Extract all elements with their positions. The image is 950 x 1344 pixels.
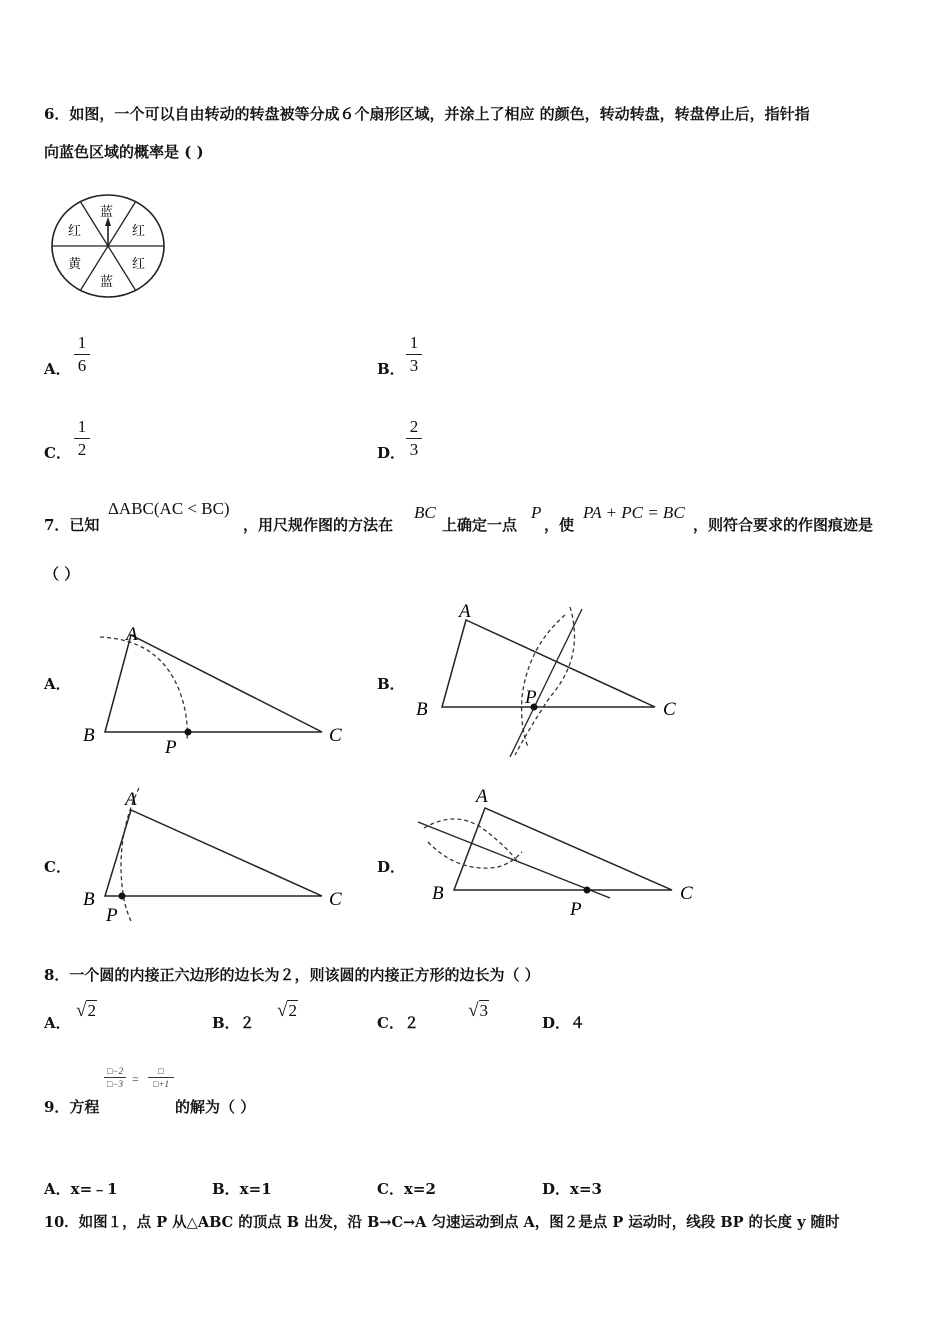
q8-option-b-label: B．２ [212,1014,255,1032]
q9-left-numerator: □−2 [106,1066,123,1076]
q7-paren: （ ） [44,565,80,583]
point-b-label: B [83,889,95,910]
sector-top: 蓝 [100,204,114,219]
point-b-label: B [83,725,95,746]
q7-prefix: 7．已知 [44,516,100,534]
q7-bc: BC [414,503,436,522]
spinner-wheel-figure [50,193,170,303]
q6-option-a-label: A． [44,360,71,378]
q6-stem-line1: 6．如图，一个可以自由转动的转盘被等分成６个扇形区域，并涂上了相应 的颜色，转动转盘，转盘停止后，指针指 [44,105,810,123]
sector-bottom: 蓝 [100,274,114,289]
q7-figure-b [410,597,700,762]
q7-mid2: 上确定一点 [442,516,518,534]
point-a-label: A [459,601,471,622]
q8-option-a-radical: √2 [76,1000,96,1021]
sector-upper-left: 红 [68,223,82,238]
q8-option-a-label: A． [44,1014,71,1032]
q6-option-b-label: B． [377,360,405,378]
q9-right-numerator: □ [158,1066,164,1076]
q9-equation [104,1066,176,1096]
point-p-label: P [570,899,582,920]
sector-lower-left: 黄 [68,256,82,271]
sector-lower-right: 红 [132,256,146,271]
q6-option-c-label: C． [44,444,71,462]
point-p-label: P [165,737,177,758]
point-c-label: C [680,883,693,904]
q7-figure-c [75,783,365,928]
q9-equals: = [132,1072,139,1086]
q8-stem: 8．一个圆的内接正六边形的边长为２，则该圆的内接正方形的边长为（ ） [44,966,540,984]
q7-option-b-label: B． [377,675,405,693]
q10-stem-line1: 10．如图１，点 P 从△ABC 的顶点 B 出发，沿 B→C→A 匀速运动到点 A，图２是点 P 运动时，线段 BP 的长度 y 随时 [44,1214,840,1231]
q9-option-b: B．x=1 [212,1180,272,1198]
q6-option-d-fraction: 2 3 [404,417,424,460]
q7-option-d-label: D． [377,858,406,876]
q9-left-denominator: □−3 [106,1079,123,1089]
point-c-label: C [329,725,342,746]
q7-figure-d [410,780,705,925]
q9-option-d: D．x=3 [542,1180,602,1198]
q6-option-c-fraction: 1 2 [72,417,92,460]
point-a-label: A [126,624,138,645]
q7-option-a-label: A． [44,675,71,693]
q9-prefix: 9．方程 [44,1098,100,1116]
q7-equation: PA + PC = BC [583,503,685,522]
q8-option-c-label: C．２ [377,1014,419,1032]
point-c-label: C [329,889,342,910]
point-a-label: A [476,786,488,807]
point-p-label: P [106,905,118,926]
q7-mid1: ，用尺规作图的方法在 [243,516,394,534]
q7-figure-a [75,615,365,765]
q8-option-d-label: D．４ [542,1014,586,1032]
point-c-label: C [663,699,676,720]
sector-upper-right: 红 [132,223,146,238]
q9-right-denominator: □+1 [152,1079,169,1089]
point-b-label: B [416,699,428,720]
q8-option-c-radical: √3 [468,1000,488,1021]
q9-option-a: A．x=﹣1 [44,1180,118,1198]
q7-mid3: ，使 [544,516,575,534]
q6-option-d-label: D． [377,444,406,462]
q9-suffix: 的解为（ ） [175,1098,256,1116]
point-p-label: P [525,687,537,708]
q6-option-b-fraction: 1 3 [404,333,424,376]
point-a-label: A [125,789,137,810]
q7-p: P [531,503,542,522]
q7-option-c-label: C． [44,858,71,876]
q6-stem-line2: 向蓝色区域的概率是 ( ) [44,143,204,161]
q7-condition: ΔABC(AC < BC) [108,499,230,518]
point-b-label: B [432,883,444,904]
q6-option-a-fraction: 1 6 [72,333,92,376]
q8-option-b-radical: √2 [277,1000,297,1021]
q7-suffix: ，则符合要求的作图痕迹是 [693,516,874,534]
q9-option-c: C．x=2 [377,1180,436,1198]
